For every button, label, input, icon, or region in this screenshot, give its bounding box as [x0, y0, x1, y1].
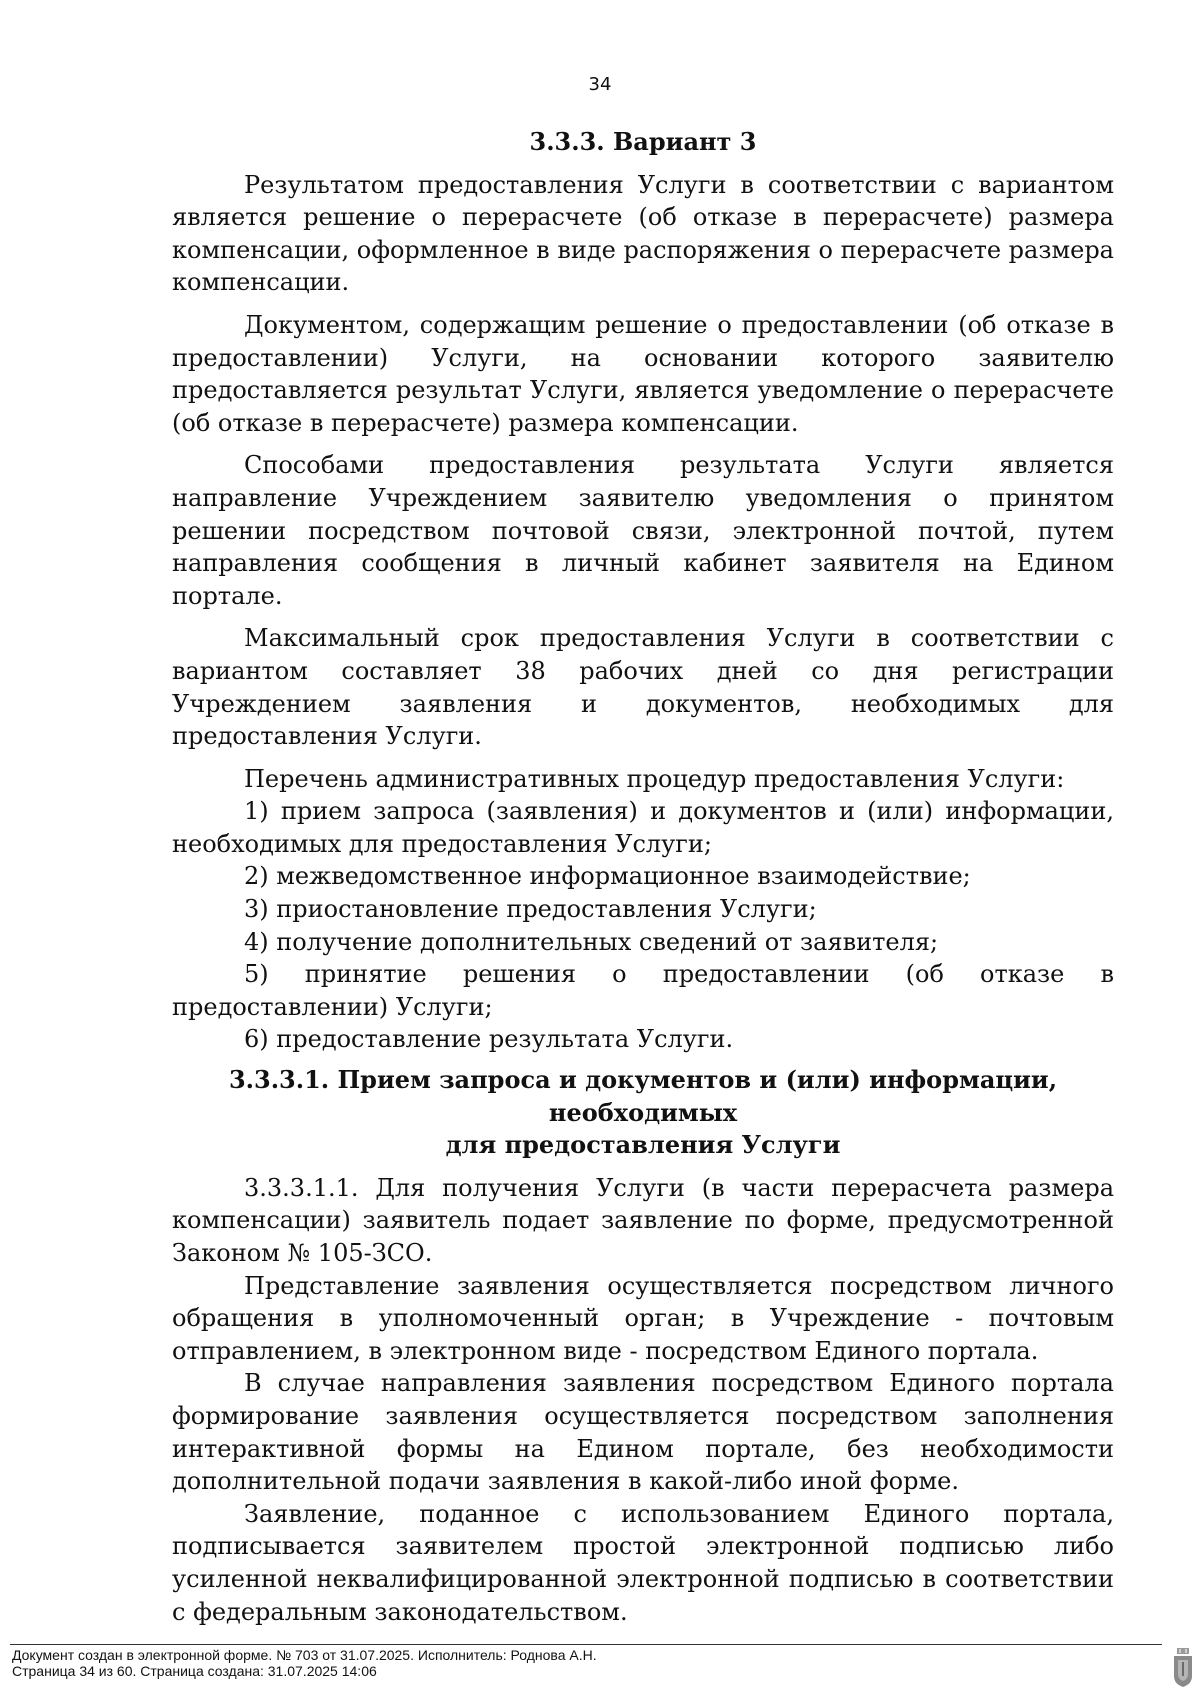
- subsection-heading-line1: 3.3.3.1. Прием запроса и документов и (или) информации, необходимых: [228, 1065, 1058, 1127]
- paragraph-submission: Представление заявления осуществляется посредством личного обращения в уполномоченный орган; в Учреждение - почтовым отправлением, в электронном виде - посредством Единого портала.: [172, 1271, 1114, 1365]
- paragraph-result: Результатом предоставления Услуги в соответствии с вариантом является решение о перерасчете (об отказе в перерасчете) размера компенсации, оформленное в виде распоряжения о перерасчете размера компенсации.: [172, 170, 1114, 297]
- procedure-item: 3) приостановление предоставления Услуги;: [244, 895, 817, 924]
- procedure-item: 1) прием запроса (заявления) и документов и (или) информации, необходимых для предоставления Услуги;: [172, 797, 1114, 858]
- procedure-item: 4) получение дополнительных сведений от заявителя;: [244, 927, 939, 956]
- page-number: 34: [588, 74, 612, 95]
- footer: [12, 1647, 597, 1679]
- subsection-heading: [172, 1064, 1114, 1162]
- procedure-item: 6) предоставление результата Услуги.: [244, 1025, 734, 1054]
- paragraph-document: Документом, содержащим решение о предоставлении (об отказе в предоставлении) Услуги, на основании которого заявителю предоставляется результат Услуги, является уведомление о перерасчете (об отказе в перерасчете) размера компенсации.: [172, 310, 1114, 437]
- procedure-item: 5) принятие решения о предоставлении (об отказе в предоставлении) Услуги;: [172, 960, 1114, 1021]
- paragraph-portal: В случае направления заявления посредством Единого портала формирование заявления осуществляется посредством заполнения интерактивной формы на Едином портале, без необходимости дополнительной подачи заявления в какой-либо иной форме.: [172, 1369, 1114, 1496]
- section-heading: 3.3.3. Вариант 3: [529, 127, 757, 156]
- coat-of-arms-icon: [1172, 1648, 1194, 1688]
- procedure-item: 2) межведомственное информационное взаимодействие;: [244, 862, 971, 891]
- procedures-intro: Перечень административных процедур предоставления Услуги:: [244, 764, 1065, 793]
- paragraph-application: 3.3.3.1.1. Для получения Услуги (в части перерасчета размера компенсации) заявитель подает заявление по форме, предусмотренной Законом № 105-ЗСО.: [172, 1173, 1114, 1267]
- paragraph-signature: Заявление, поданное с использованием Единого портала, подписывается заявителем простой электронной подписью либо усиленной неквалифицированной электронной подписью в соответствии с федеральным законодательством.: [172, 1499, 1114, 1626]
- paragraph-deadline: Максимальный срок предоставления Услуги в соответствии с вариантом составляет 38 рабочих дней со дня регистрации Учреждением заявления и документов, необходимых для предоставления Услуги.: [172, 624, 1114, 751]
- subsection-heading-line2: для предоставления Услуги: [445, 1130, 841, 1160]
- footer-line-2: Страница 34 из 60. Страница создана: 31.07.2025 14:06: [12, 1663, 377, 1679]
- footer-divider: [10, 1644, 1162, 1645]
- document-body: [172, 126, 1114, 1628]
- paragraph-methods: Способами предоставления результата Услуги является направление Учреждением заявителю уведомления о принятом решении посредством почтовой связи, электронной почтой, путем направления сообщения в личный кабинет заявителя на Едином портале.: [172, 451, 1114, 610]
- footer-line-1: Документ создан в электронной форме. № 703 от 31.07.2025. Исполнитель: Роднова А.Н.: [12, 1647, 597, 1663]
